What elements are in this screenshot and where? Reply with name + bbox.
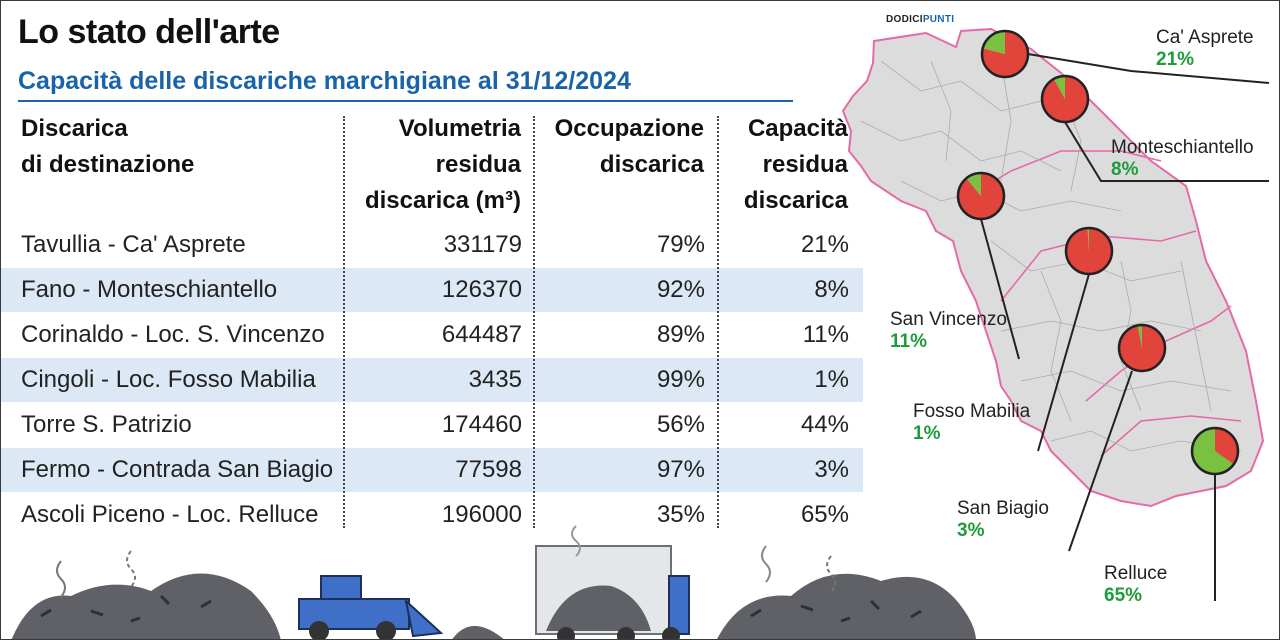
landfill-name-cell: Cingoli - Loc. Fosso Mabilia [21,366,316,393]
pie-marker [958,173,1004,219]
capacity-cell: 11% [802,321,849,348]
landfill-name-cell: Ascoli Piceno - Loc. Relluce [21,501,319,528]
landfill-name-cell: Fano - Monteschiantello [21,276,278,303]
pie-marker [1192,428,1238,474]
header-occupazione: Occupazione discarica [554,115,704,178]
occupation-cell: 89% [656,321,705,348]
map-callout [1156,27,1254,71]
volume-cell: 331179 [443,231,522,258]
volume-cell: 126370 [441,276,522,303]
map-callout-percent: 1% [913,422,941,444]
landfill-name-cell: Torre S. Patrizio [21,411,192,438]
pie-marker [1119,325,1165,371]
map-callout-percent: 11% [890,330,927,352]
bulldozer-icon [299,576,506,640]
volume-cell: 196000 [441,501,522,528]
occupation-cell: 35% [656,501,705,528]
garbage-scene-illustration [1,521,1280,640]
pie-marker [1042,76,1088,122]
map-callout-percent: 21% [1156,48,1195,70]
capacity-cell: 65% [800,501,849,528]
page-title: Lo stato dell'arte [18,13,280,51]
occupation-cell: 79% [656,231,705,258]
map-callout [890,309,1007,353]
garbage-truck-icon [536,526,689,640]
garbage-pile-icon [716,546,976,640]
capacity-cell: 3% [814,456,849,483]
map-callout-label: San Biagio [957,498,1049,519]
occupation-cell: 97% [656,456,705,483]
map-callout [913,401,1030,445]
map-callout-percent: 3% [957,519,985,541]
map-callout-label: Monteschiantello [1111,137,1254,158]
pie-marker [1066,228,1112,274]
page-subtitle: Capacità delle discariche marchigiane al 31/12/2024 [18,67,631,95]
capacity-cell: 44% [800,411,849,438]
map-callout [1111,137,1254,181]
capacity-cell: 1% [814,366,849,393]
garbage-pile-icon [11,551,281,640]
volume-cell: 3435 [468,366,522,393]
map-callout-label: Relluce [1104,563,1168,584]
brand-logo: DODICIPUNTI [886,14,955,25]
pie-marker [982,31,1028,77]
landfill-name-cell: Tavullia - Ca' Asprete [21,231,246,258]
header-volumetria: Volumetria residua discarica (m³) [364,115,521,214]
occupation-cell: 92% [656,276,705,303]
header-capacita: Capacità residua discarica [743,115,848,214]
map-callout-percent: 65% [1104,584,1143,606]
occupation-cell: 99% [656,366,705,393]
occupation-cell: 56% [656,411,705,438]
map-callout-label: Fosso Mabilia [913,401,1031,422]
landfill-name-cell: Corinaldo - Loc. S. Vincenzo [21,321,325,348]
volume-cell: 174460 [441,411,522,438]
capacity-cell: 8% [814,276,849,303]
volume-cell: 644487 [441,321,522,348]
volume-cell: 77598 [455,456,522,483]
landfill-name-cell: Fermo - Contrada San Biagio [21,456,334,483]
map-callout-percent: 8% [1111,158,1139,180]
header-discarica: Discarica di destinazione [21,115,195,178]
map-callout-label: Ca' Asprete [1156,27,1254,48]
capacity-cell: 21% [800,231,849,258]
map-callout-label: San Vincenzo [890,309,1007,330]
